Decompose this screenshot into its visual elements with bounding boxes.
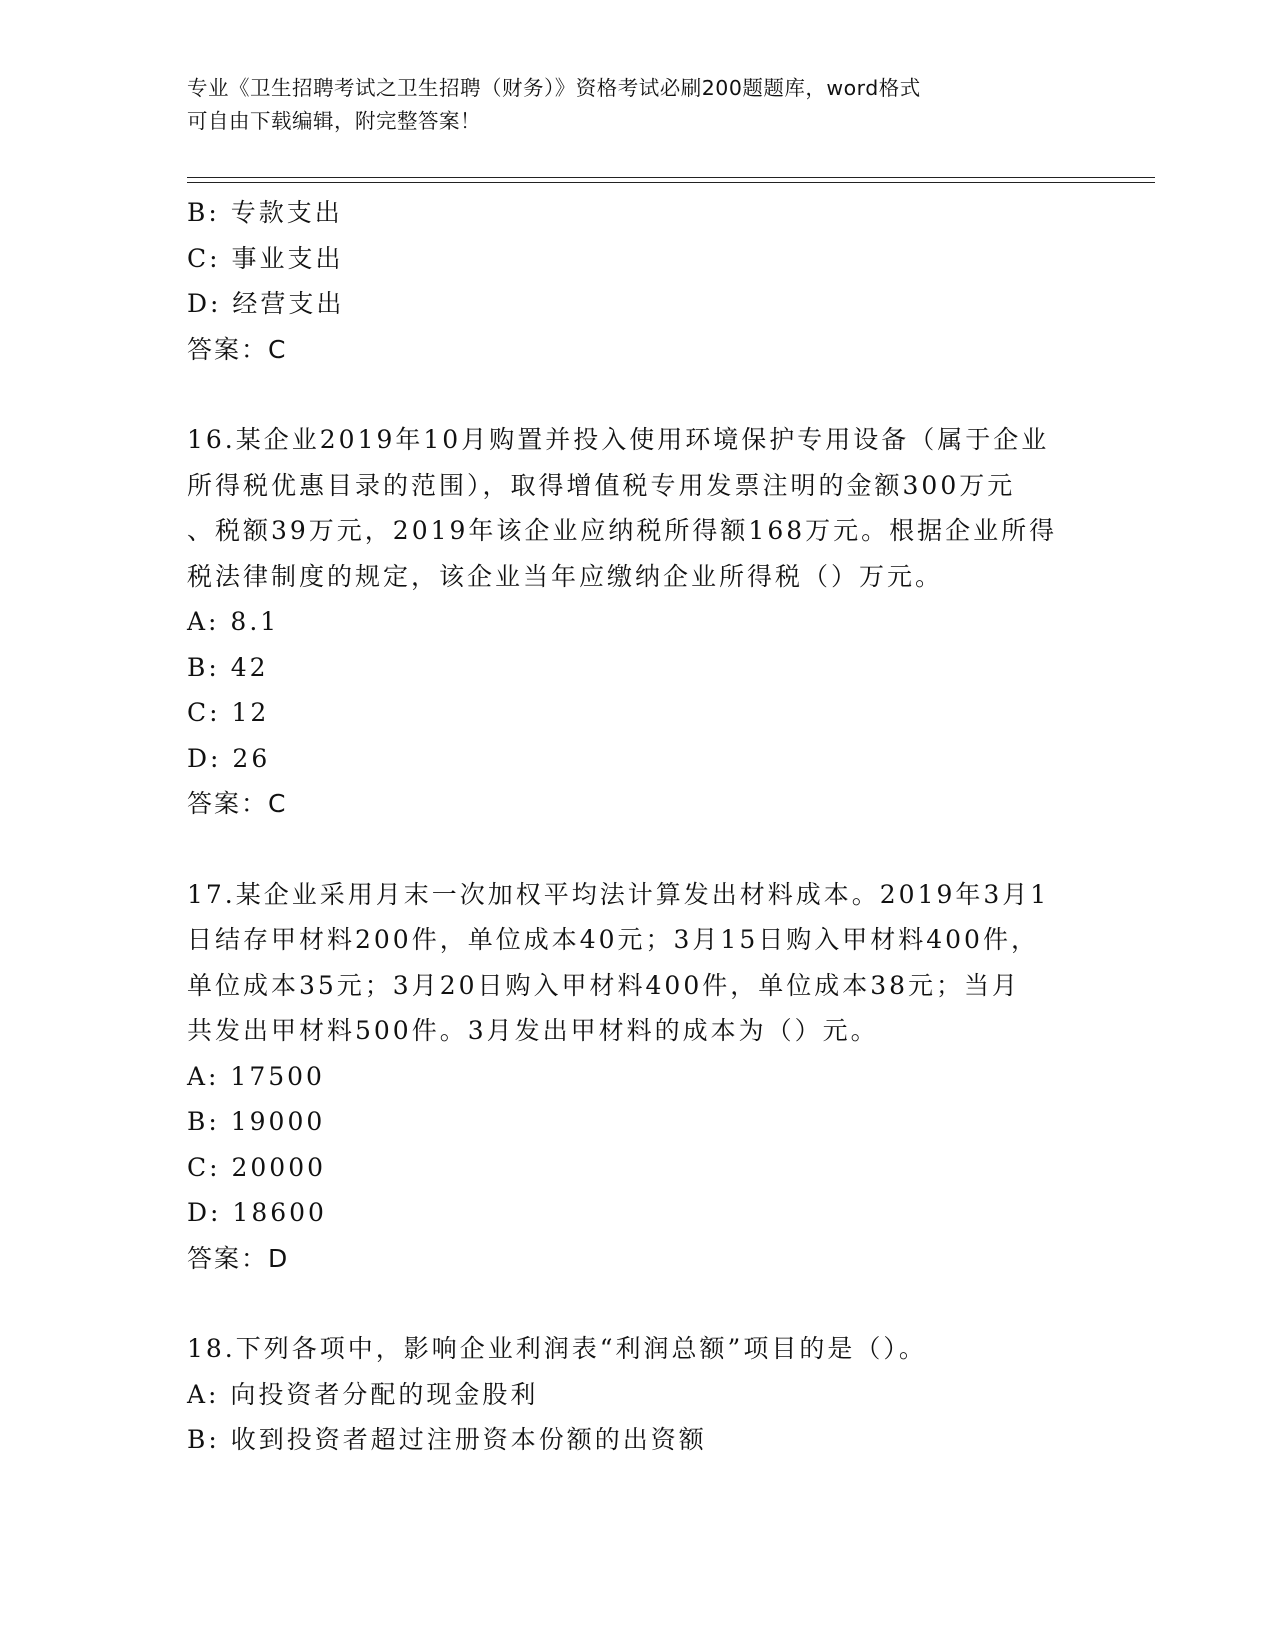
header-divider-bottom xyxy=(187,182,1155,183)
question-17 xyxy=(187,872,1067,1282)
option-c: C: 12 xyxy=(187,698,270,727)
option-b: B: 19000 xyxy=(187,1107,326,1136)
option-b: B: 收到投资者超过注册资本份额的出资额 xyxy=(187,1425,707,1454)
option-c: C: 事业支出 xyxy=(187,243,344,273)
answer-line: 答案：C xyxy=(187,334,288,364)
spacer xyxy=(187,1281,1067,1326)
question-stem-line: 日结存甲材料200件，单位成本40元；3月15日购入甲材料400件， xyxy=(187,925,1039,954)
document-header xyxy=(187,72,1087,138)
question-stem-line: 17.某企业采用月末一次加权平均法计算发出材料成本。2019年3月1 xyxy=(187,879,1050,909)
answer-line: 答案：C xyxy=(187,789,288,818)
spacer xyxy=(187,372,1067,417)
question-stem-line: 单位成本35元；3月20日购入甲材料400件，单位成本38元；当月 xyxy=(187,970,1021,1000)
question-18 xyxy=(187,1326,1067,1463)
question-stem-line: 共发出甲材料500件。3月发出甲材料的成本为（）元。 xyxy=(187,1016,879,1045)
spacer xyxy=(187,827,1067,872)
option-a: A: 8.1 xyxy=(187,607,280,636)
option-b: B: 专款支出 xyxy=(187,198,343,227)
header-line-1: 专业《卫生招聘考试之卫生招聘（财务）》资格考试必刷200题题库，word格式 xyxy=(187,76,921,100)
option-a: A: 17500 xyxy=(187,1061,325,1091)
option-d: D: 经营支出 xyxy=(187,289,345,318)
question-stem-line: 、税额39万元，2019年该企业应纳税所得额168万元。根据企业所得 xyxy=(187,516,1058,545)
question-stem-line: 税法律制度的规定，该企业当年应缴纳企业所得税（）万元。 xyxy=(187,561,944,591)
question-16 xyxy=(187,417,1067,827)
answer-line: 答案：D xyxy=(187,1243,290,1273)
option-c: C: 20000 xyxy=(187,1152,327,1182)
header-divider-top xyxy=(187,177,1155,178)
question-stem-line: 16.某企业2019年10月购置并投入使用环境保护专用设备（属于企业 xyxy=(187,425,1050,454)
option-d: D: 26 xyxy=(187,743,271,773)
question-stem-line: 所得税优惠目录的范围），取得增值税专用发票注明的金额300万元 xyxy=(187,470,1016,500)
question-15-tail xyxy=(187,190,1067,372)
question-stem-line: 18.下列各项中，影响企业利润表“利润总额”项目的是（）。 xyxy=(187,1334,927,1363)
question-content xyxy=(187,190,1067,1463)
option-b: B: 42 xyxy=(187,652,269,682)
header-line-2: 可自由下载编辑，附完整答案！ xyxy=(187,109,481,133)
option-a: A: 向投资者分配的现金股利 xyxy=(187,1379,539,1409)
option-d: D: 18600 xyxy=(187,1198,327,1227)
